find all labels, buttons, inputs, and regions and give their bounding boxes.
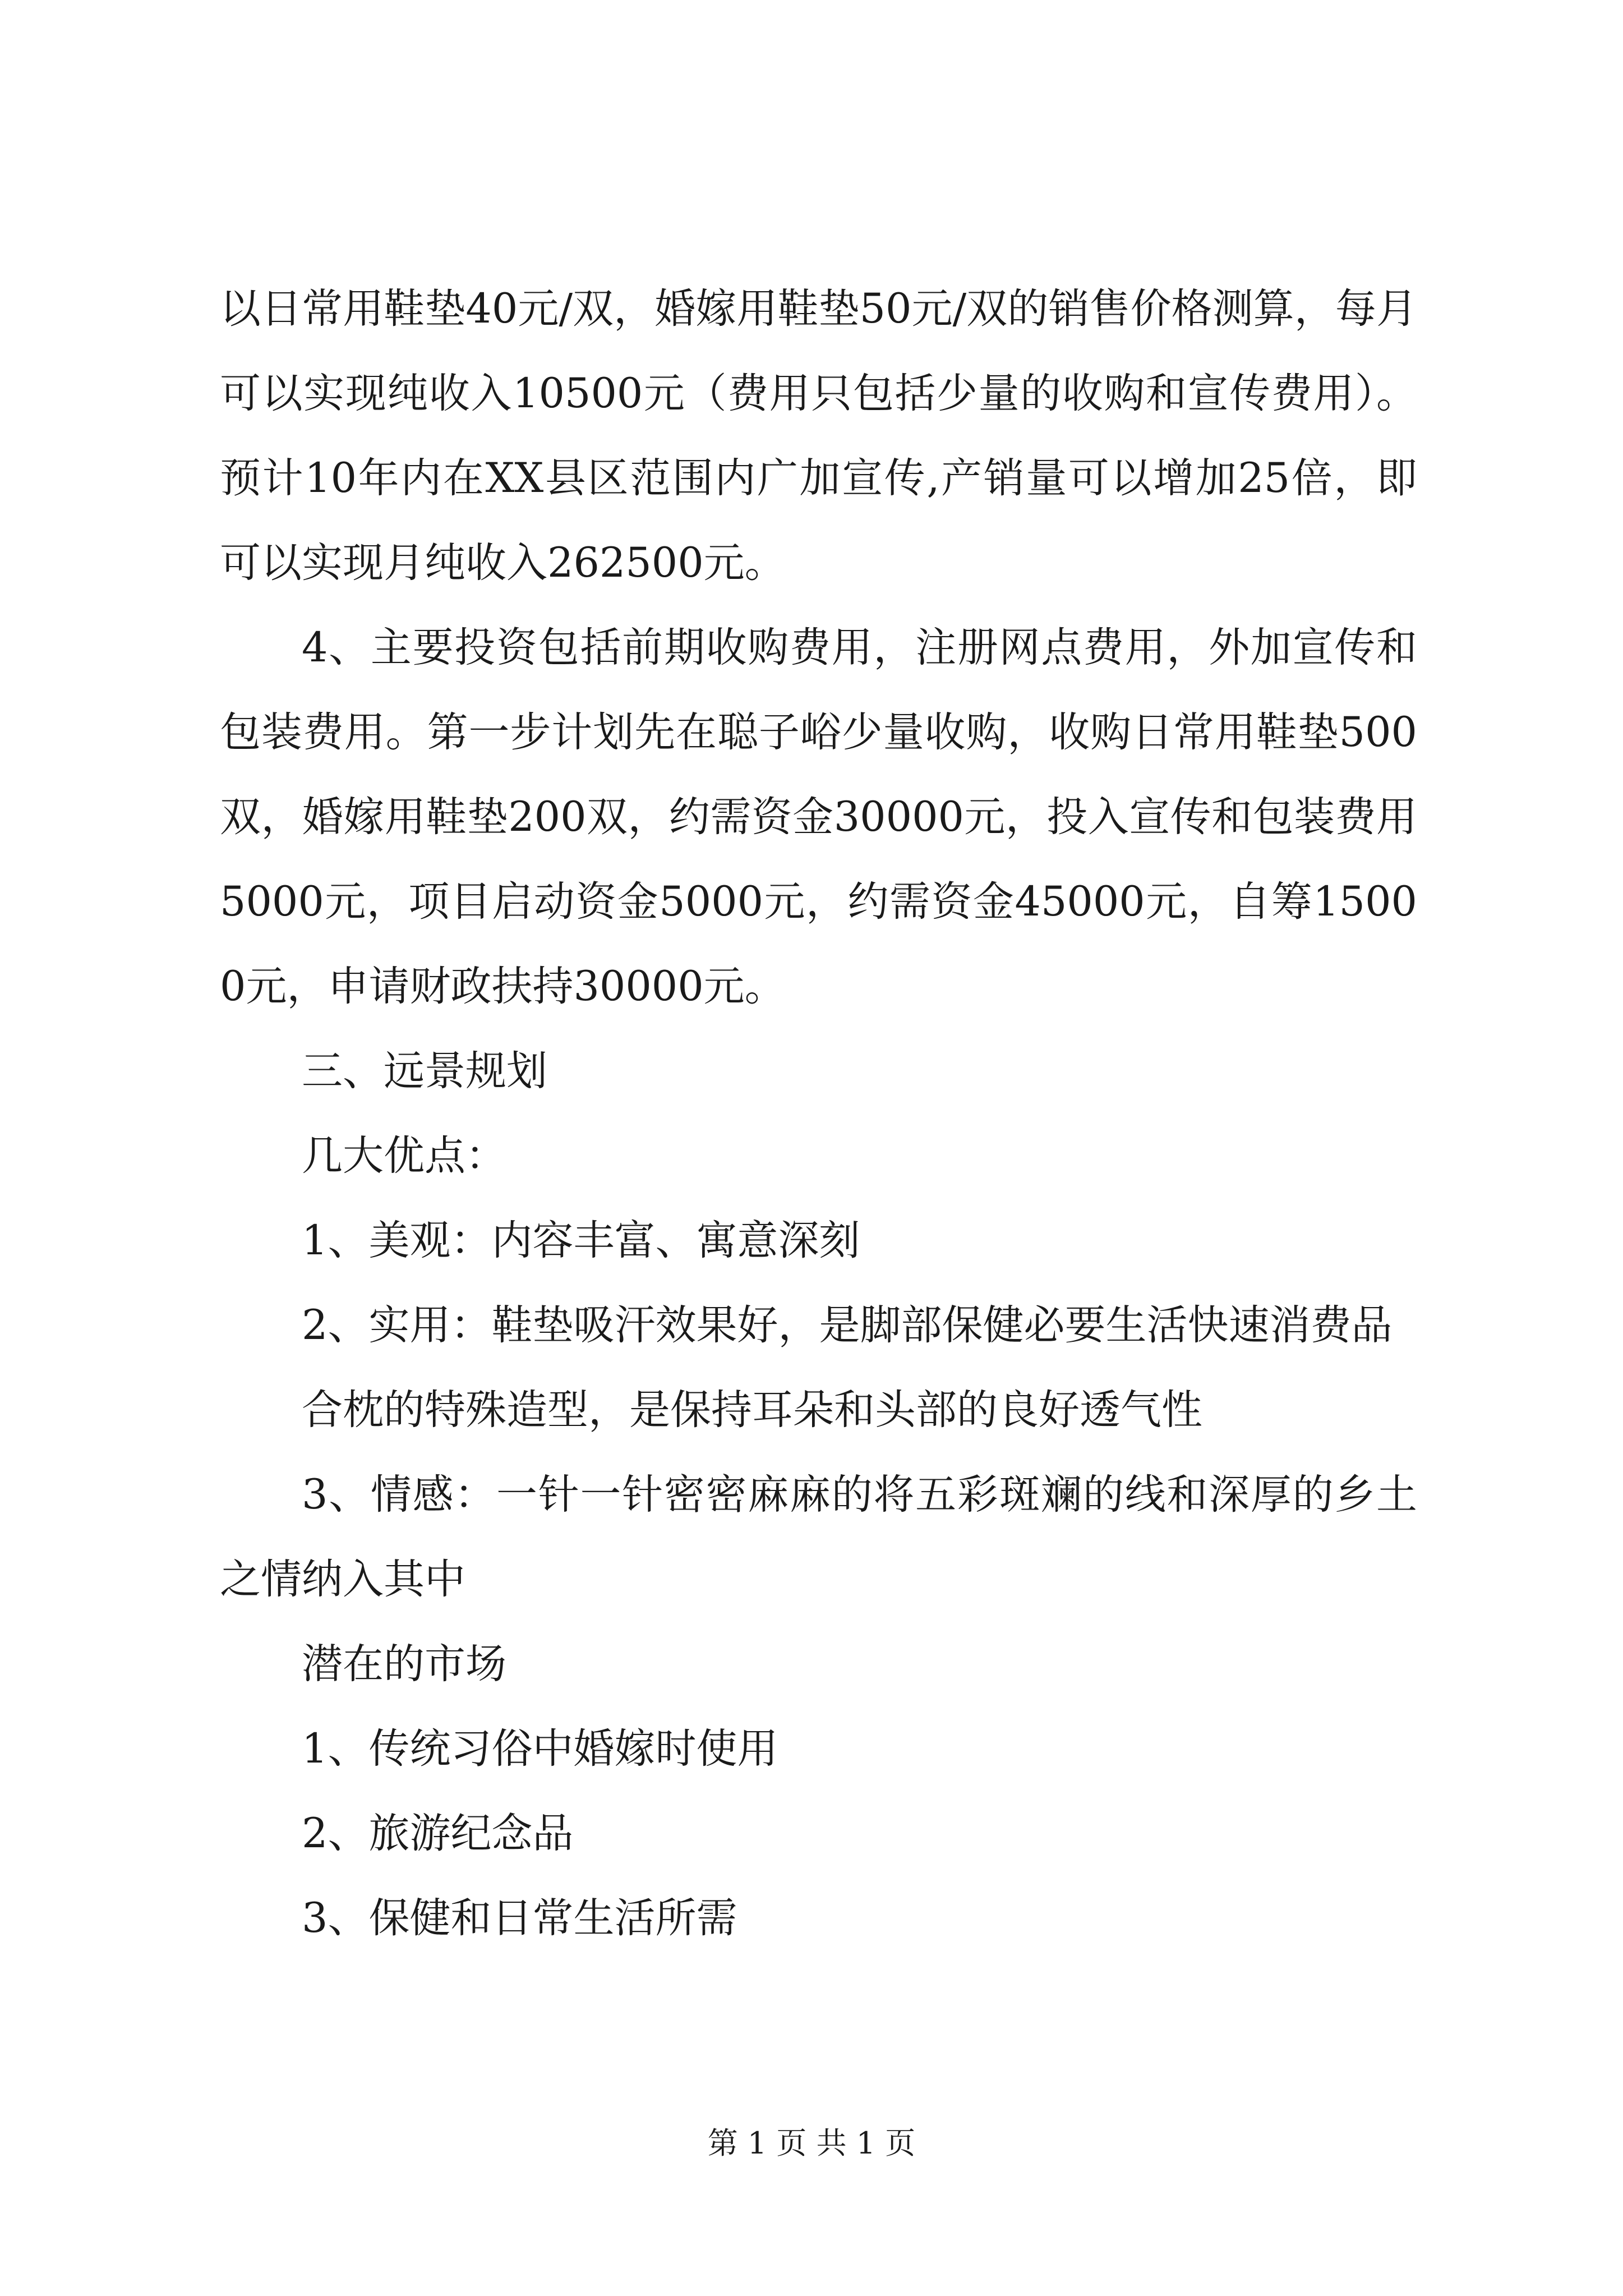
paragraph-pricing-estimate: 以日常用鞋垫40元/双，婚嫁用鞋垫50元/双的销售价格测算，每月可以实现纯收入10500元（费用只包括少量的收购和宣传费用）。预计10年内在XX县区范围内广加宣传,产销量可以增加25倍，即可以实现月纯收入262500元。 (220, 285, 1417, 587)
list-item-souvenir: 2、旅游纪念品 (302, 1810, 574, 1857)
paragraph-investment: 4、主要投资包括前期收购费用，注册网点费用，外加宣传和包装费用。第一步计划先在聪子峪少量收购，收购日常用鞋垫500双，婚嫁用鞋垫200双，约需资金30000元，投入宣传和包装费用5000元，项目启动资金5000元，约需资金45000元，自筹15000元，申请财政扶持30000元。 (220, 624, 1417, 1010)
list-item-practical: 2、实用：鞋垫吸汗效果好，是脚部保健必要生活快速消费品 (302, 1301, 1393, 1349)
section-heading-vision: 三、远景规划 (302, 1047, 547, 1095)
page-footer: 第 1 页 共 1 页 (707, 2125, 916, 2161)
list-item-wedding-custom: 1、传统习俗中婚嫁时使用 (302, 1725, 778, 1773)
paragraph-market-heading: 潜在的市场 (302, 1640, 506, 1688)
list-item-health-daily: 3、保健和日常生活所需 (302, 1894, 737, 1942)
list-item-emotion: 3、情感：一针一针密密麻麻的将五彩斑斓的线和深厚的乡土之情纳入其中 (220, 1471, 1417, 1603)
list-item-appearance: 1、美观：内容丰富、寓意深刻 (302, 1217, 860, 1264)
paragraph-pillow-shape: 合枕的特殊造型，是保持耳朵和头部的良好透气性 (302, 1386, 1202, 1434)
paragraph-advantages-heading: 几大优点： (302, 1132, 506, 1180)
document-body (220, 266, 1417, 1961)
